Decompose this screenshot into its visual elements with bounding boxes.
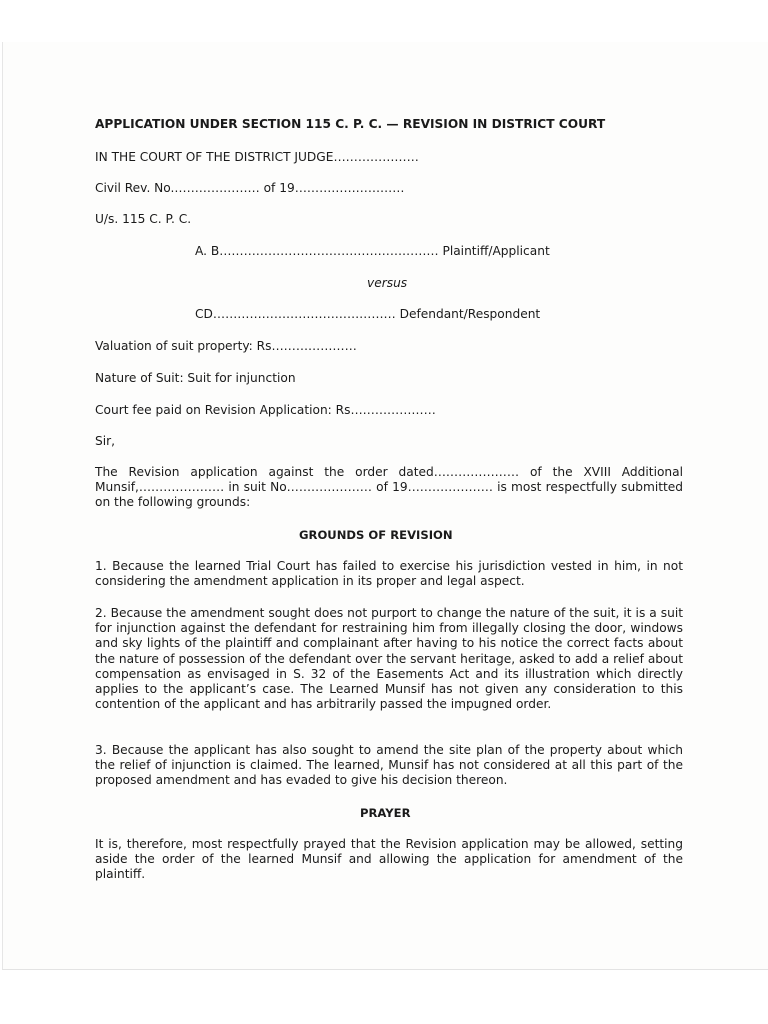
defendant-line: CD……………………………………… Defendant/Respondent — [195, 307, 541, 321]
court-line: IN THE COURT OF THE DISTRICT JUDGE………………… — [95, 150, 419, 164]
document-title: APPLICATION UNDER SECTION 115 C. P. C. — REVISION IN DISTRICT COURT — [95, 117, 606, 131]
nature-of-suit-line: Nature of Suit: Suit for injunction — [95, 371, 296, 385]
intro-paragraph: The Revision application against the order dated………………… of the XVIII Additional Munsif,………………… in suit No………………… of 19………………… is most respectfully submitted on the following grounds: — [95, 465, 683, 510]
civil-revision-number: Civil Rev. No.………………… of 19……………………… — [95, 181, 405, 195]
viewer-bottom-area — [0, 972, 768, 1024]
court-fee-line: Court fee paid on Revision Application: Rs………………… — [95, 403, 436, 417]
ground-1-paragraph: 1. Because the learned Trial Court has failed to exercise his jurisdiction vested in him, in not considering the amendment application in its proper and legal aspect. — [95, 559, 683, 589]
section-line: U/s. 115 C. P. C. — [95, 212, 192, 226]
prayer-heading: PRAYER — [360, 806, 411, 820]
prayer-paragraph: It is, therefore, most respectfully prayed that the Revision application may be allowed, setting aside the order of the learned Munsif and allowing the application for amendment of the plaintiff. — [95, 837, 683, 882]
ground-3-paragraph: 3. Because the applicant has also sought to amend the site plan of the property about which the relief of injunction is claimed. The learned, Munsif has not considered at all this part of the proposed amendment and has evaded to give his decision thereon. — [95, 743, 683, 788]
salutation: Sir, — [95, 434, 116, 448]
valuation-line: Valuation of suit property: Rs………………… — [95, 339, 357, 353]
versus-label: versus — [367, 276, 408, 290]
grounds-heading: GROUNDS OF REVISION — [299, 528, 453, 542]
plaintiff-line: A. B……………………………………………… Plaintiff/Applicant — [195, 244, 550, 258]
ground-2-paragraph: 2. Because the amendment sought does not purport to change the nature of the suit, it is a suit for injunction against the defendant for restraining him from illegally closing the door, windows and sky lights of the plaintiff and complainant after having to his notice the correct facts about the nature of possession of the defendant over the servant heritage, asked to add a relief about compensation as envisaged in S. 32 of the Easements Act and its illustration which directly applies to the applicant’s case. The Learned Munsif has not given any consideration to this contention of the applicant and has arbitrarily passed the impugned order. — [95, 606, 683, 712]
